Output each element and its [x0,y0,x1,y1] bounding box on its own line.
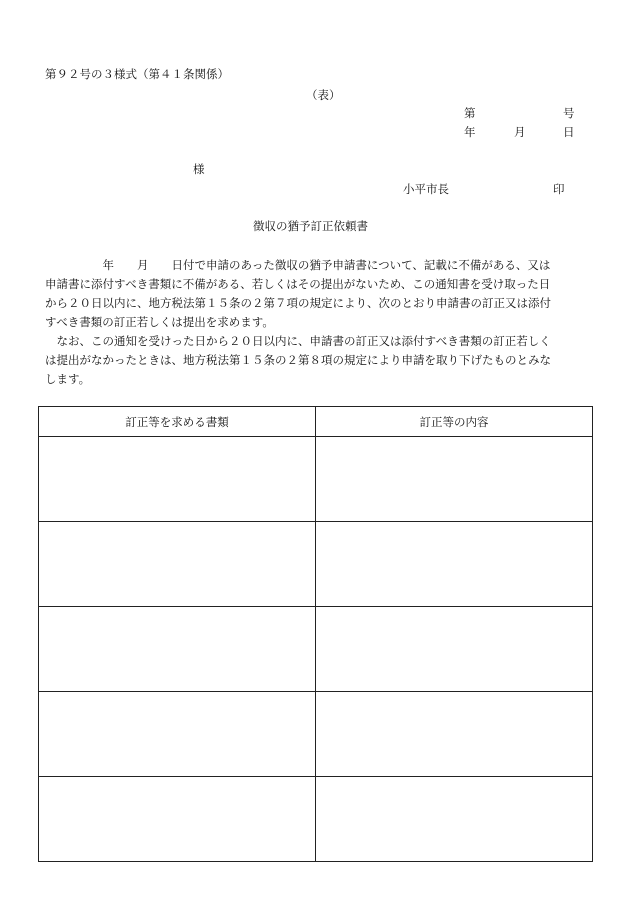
document-title: 徴収の猶予訂正依頼書 [253,219,368,233]
table-row [39,437,593,522]
details-cell[interactable] [316,522,593,607]
table-row [39,607,593,692]
correction-table [38,406,593,862]
issuer-name: 小平市長 [403,182,449,196]
documents-cell[interactable] [39,777,316,862]
details-cell[interactable] [316,437,593,522]
body-line: から２０日以内に、地方税法第１５条の２第７項の規定により、次のとおり申請書の訂正又は添付 [45,296,551,310]
table-row [39,692,593,777]
body-line: なお、この通知を受けった日から２０日以内に、申請書の訂正又は添付すべき書類の訂正若しく [45,334,551,348]
table-header-row [39,407,593,437]
seal-mark: 印 [553,182,565,196]
body-line: 申請書に添付すべき書類に不備がある、若しくはその提出がないため、この通知書を受け取った日 [45,277,551,291]
body-line: すべき書類の訂正若しくは提出を求めます。 [45,315,274,329]
side-label: （表） [306,88,341,102]
date-month: 月 [514,125,526,139]
documents-cell[interactable] [39,607,316,692]
table-row [39,777,593,862]
details-cell[interactable] [316,607,593,692]
documents-cell[interactable] [39,692,316,777]
header-details: 訂正等の内容 [316,407,593,437]
body-text [45,256,590,389]
details-cell[interactable] [316,692,593,777]
doc-number-suffix: 号 [563,106,575,120]
date-year: 年 [464,125,476,139]
form-number: 第９２号の３様式（第４１条関係） [45,67,229,81]
details-cell[interactable] [316,777,593,862]
doc-number-prefix: 第 [464,106,476,120]
addressee-suffix: 様 [193,162,205,176]
body-line: します。 [45,372,91,386]
documents-cell[interactable] [39,437,316,522]
header-documents: 訂正等を求める書類 [39,407,316,437]
body-line: 年 月 日付で申請のあった徴収の猶予申請書について、記載に不備がある、又は [45,258,551,272]
date-day: 日 [563,125,575,139]
table-row [39,522,593,607]
documents-cell[interactable] [39,522,316,607]
body-line: は提出がなかったときは、地方税法第１５条の２第８項の規定により申請を取り下げたものとみな [45,353,551,367]
